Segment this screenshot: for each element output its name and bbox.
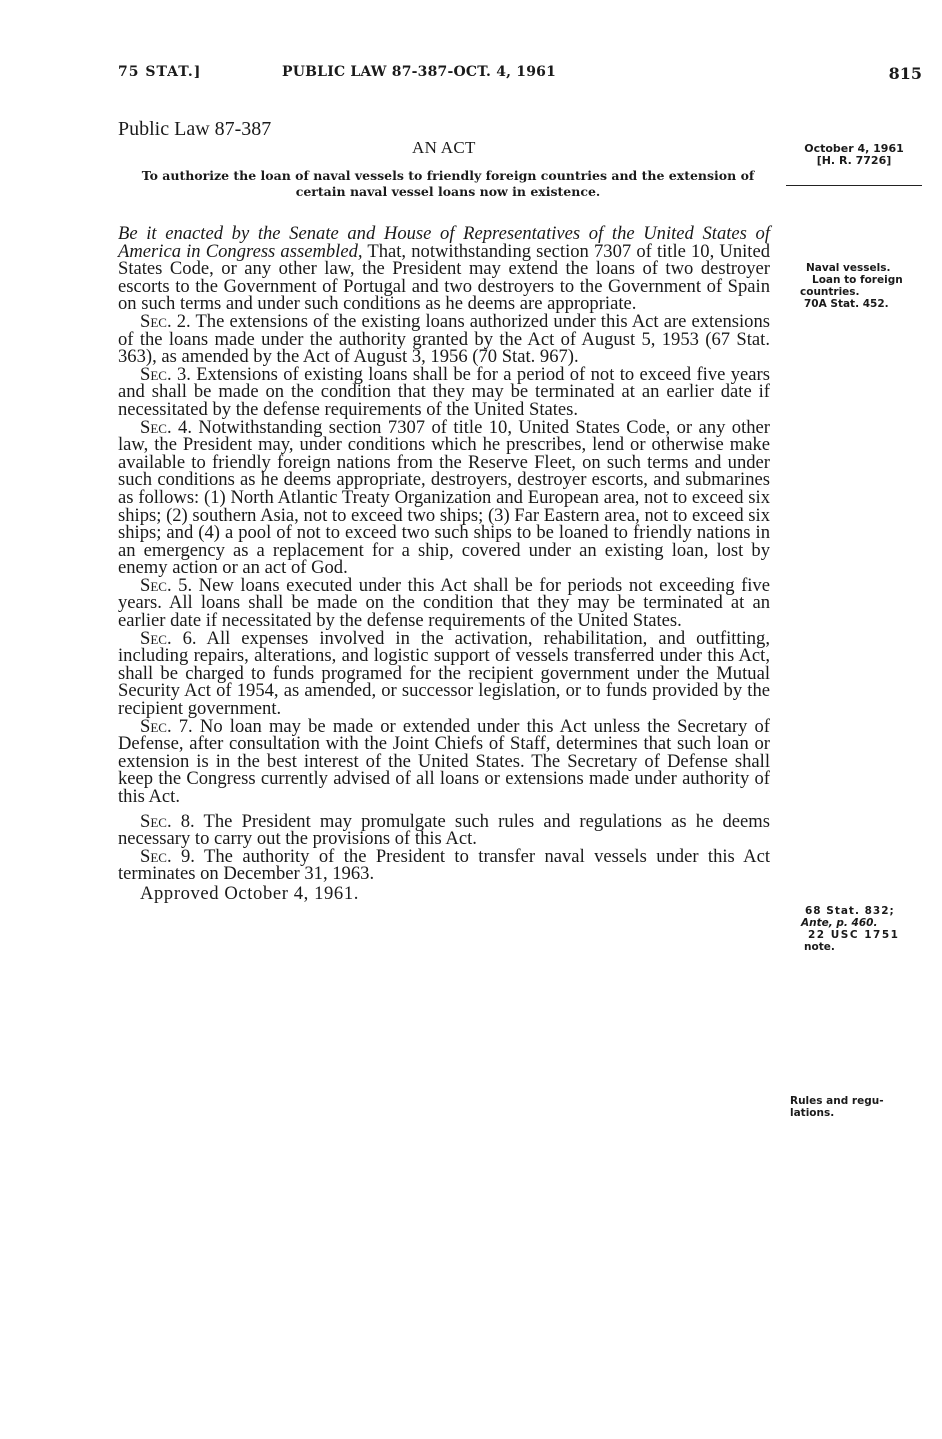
section-7 xyxy=(118,715,771,807)
running-head xyxy=(118,64,922,86)
section-6 xyxy=(118,627,771,720)
section-3-text: Extensions of existing loans shall be for a period of not to exceed five years and shall be made on the condition that they may be terminated at an earlier date if necessitated by the defense requirements of the United States. xyxy=(118,363,770,420)
enactment-date: October 4, 1961 xyxy=(804,142,904,155)
section-3-label: Sec. 3. xyxy=(140,363,191,385)
margin-note-line: Loan to foreign xyxy=(812,274,903,286)
margin-note-line: Rules and regu- xyxy=(790,1095,884,1107)
section-5-text: New loans executed under this Act shall be for periods not exceeding five years. All loans shall be made on the condition that they may be terminated at an earlier date if necessitated by the defense requirements of the United States. xyxy=(118,574,770,632)
margin-note-line: 68 Stat. 832; xyxy=(805,905,895,917)
margin-note-naval-vessels xyxy=(778,262,928,310)
section-2 xyxy=(118,310,770,368)
section-4-label: Sec. 4. xyxy=(140,416,192,438)
section-9 xyxy=(118,845,771,885)
section-7-label: Sec. 7. xyxy=(140,715,193,737)
section-5 xyxy=(118,574,770,632)
section-8-label: Sec. 8. xyxy=(140,810,195,832)
section-6-label: Sec. 6. xyxy=(140,627,197,649)
section-4 xyxy=(118,416,770,579)
approval-line: Approved October 4, 1961. xyxy=(140,882,359,904)
long-title: To authorize the loan of naval vessels to friendly foreign countries and the extension of certain naval vessel loans now in existence. xyxy=(141,168,755,199)
section-1-text: That, notwithstanding section 7307 of title 10, United States Code, or any other law, the President may extend the loans of two destroyer escorts to the Government of Portugal and two destroyers to the Government of Spain on such terms and under such conditions as he deems are appropriate. xyxy=(118,240,770,315)
section-5-label: Sec. 5. xyxy=(140,574,193,596)
section-9-text: The authority of the President to transfer naval vessels under this Act terminates on December 31, 1963. xyxy=(118,845,771,885)
margin-note-statute-references xyxy=(778,905,928,953)
section-3 xyxy=(118,363,770,420)
section-1 xyxy=(118,225,770,313)
section-7-text: No loan may be made or extended under this Act unless the Secretary of Defense, after consultation with the Joint Chiefs of Staff, determines that such loan or extension is in the best interest of the United States. The Secretary of Defense shall keep the Congress currently advised of all loans or extensions made under authority of this Act. xyxy=(118,715,771,807)
enacting-clause: Be it enacted by the Senate and House of Representatives of the United States of America in Congress assembled, xyxy=(118,223,770,262)
act-body xyxy=(118,225,770,903)
act-heading: AN ACT xyxy=(412,138,476,157)
running-head-title: PUBLIC LAW 87-387-OCT. 4, 1961 xyxy=(282,64,557,80)
margin-note-line: 70A Stat. 452. xyxy=(804,298,889,310)
margin-note-line: Ante, p. 460. xyxy=(801,917,878,929)
margin-note-line: lations. xyxy=(790,1107,835,1119)
page-number: 815 xyxy=(888,64,922,83)
margin-note-rules xyxy=(778,1095,928,1119)
enactment-date-note xyxy=(786,143,922,186)
margin-note-line: Naval vessels. xyxy=(806,262,891,274)
section-6-text: All expenses involved in the activation, rehabilitation, and outfitting, including repairs, alterations, and logistic support of vessels transferred under this Act, shall be charged to funds programed for the recipient government under the Mutual Security Act of 1954, as amended, or successor legislation, or to funds provided by the recipient government. xyxy=(118,627,771,720)
bill-number: [H. R. 7726] xyxy=(816,154,892,167)
section-9-label: Sec. 9. xyxy=(140,845,195,867)
margin-note-line: 22 USC 1751 xyxy=(808,929,900,941)
volume-reference: 75 STAT.] xyxy=(118,64,202,80)
section-8-text: The President may promulgate such rules and regulations as he deems necessary to carry out the provisions of this Act. xyxy=(118,810,771,850)
section-4-text: Notwithstanding section 7307 of title 10, United States Code, or any other law, the President may, under conditions which he prescribes, lend or otherwise make available to friendly foreign nations from the Reserve Fleet, on such terms and under such conditions as he deems appropriate, destroyers, destroyer escorts, and submarines as follows: (1) North Atlantic Treaty Organization and European area, not to exceed six ships; (2) southern Asia, not to exceed two ships; (3) Far Eastern area, not to exceed six ships; and (4) a pool of not to exceed two such ships to be loaned to friendly nations in an emergency as a replacement for a ship, covered under an existing loan, lost by enemy action or an act of God. xyxy=(118,416,770,579)
margin-note-line: note. xyxy=(804,941,835,953)
section-2-label: Sec. 2. xyxy=(140,310,191,332)
section-8 xyxy=(118,810,771,850)
section-2-text: The extensions of the existing loans authorized under this Act are extensions of the loans made under the authority granted by the Act of August 5, 1953 (67 Stat. 363), as amended by the Act of August 3, 1956 (70 Stat. 967). xyxy=(118,310,770,368)
public-law-title: Public Law 87-387 xyxy=(118,118,272,140)
margin-note-line: countries. xyxy=(800,286,860,298)
